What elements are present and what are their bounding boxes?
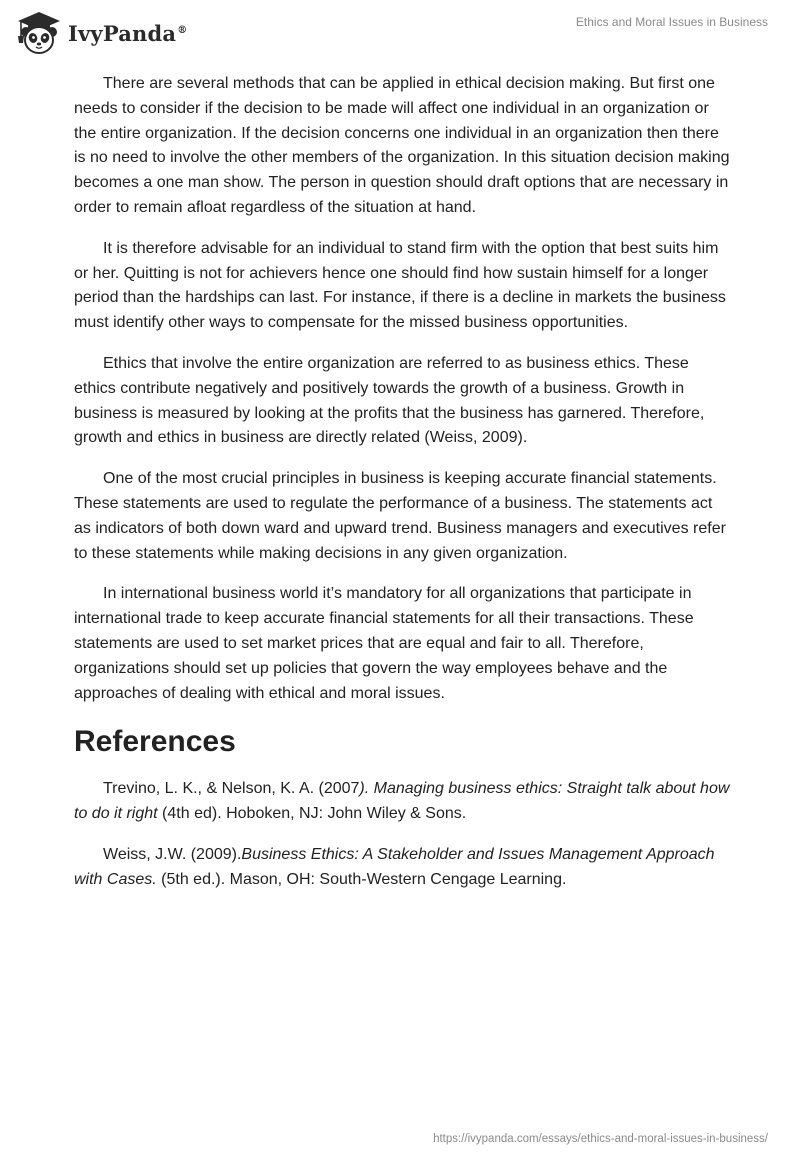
document-title: Ethics and Moral Issues in Business <box>575 15 768 29</box>
reference-publisher: (5th ed.). Mason, OH: South-Western Cengage Learning. <box>156 870 567 888</box>
essay-content <box>74 72 730 909</box>
body-paragraph: Ethics that involve the entire organization are referred to as business ethics. These ethics contribute negatively and positively towards the growth of a business. Growth in business is measured by looking at the profits that the business has garnered. Therefore, growth and ethics in business are directly related (Weiss, 2009). <box>74 354 705 447</box>
brand-name: IvyPanda® <box>68 20 188 46</box>
reference-entry <box>74 843 730 893</box>
body-paragraph: In international business world it’s mandatory for all organizations that participate in international trade to keep accurate financial statements for all their transactions. These statements are used to set market prices that are equal and fair to all. Therefore, organizations should set up policies that govern the way employees behave and the approaches of dealing with ethical and moral issues. <box>74 585 694 702</box>
page-header <box>0 0 800 60</box>
body-paragraph: There are several methods that can be applied in ethical decision making. But first one needs to consider if the decision to be made will affect one individual in an organization or the entire organization. If the decision concerns one individual in an organization then there is no need to involve the other members of the organization. In this situation decision making becomes a one man show. The person in question should draft options that are necessary in order to remain afloat regardless of the situation at hand. <box>74 75 730 216</box>
reference-authors: Weiss, J.W. (2009). <box>103 845 242 863</box>
body-paragraph: One of the most crucial principles in business is keeping accurate financial statements. These statements are used to regulate the performance of a business. The statements act as indicators of both down ward and upward trend. Business managers and executives refer to these statements while making decisions in any given organization. <box>74 470 726 562</box>
panda-graduate-icon <box>14 10 64 56</box>
reference-entry <box>74 777 730 827</box>
body-paragraph: It is therefore advisable for an individual to stand firm with the option that best suits him or her. Quitting is not for achievers hence one should find how sustain himself for a longer period than the hardships can last. For instance, if there is a decline in markets the business must identify other ways to compensate for the missed business opportunities. <box>74 239 726 332</box>
reference-publisher: (4th ed). Hoboken, NJ: John Wiley & Sons. <box>157 805 467 823</box>
registered-mark: ® <box>177 24 188 36</box>
source-url[interactable]: https://ivypanda.com/essays/ethics-and-moral-issues-in-business/ <box>433 1133 768 1145</box>
reference-title: ). Managing business ethics: Straight talk about how to do it right <box>74 780 730 823</box>
ivypanda-logo[interactable] <box>14 10 187 56</box>
references-heading: References <box>74 725 236 759</box>
reference-authors: Trevino, L. K., & Nelson, K. A. (2007 <box>103 780 360 798</box>
reference-title: Business Ethics: A Stakeholder and Issues Management Approach with Cases. <box>74 845 715 888</box>
